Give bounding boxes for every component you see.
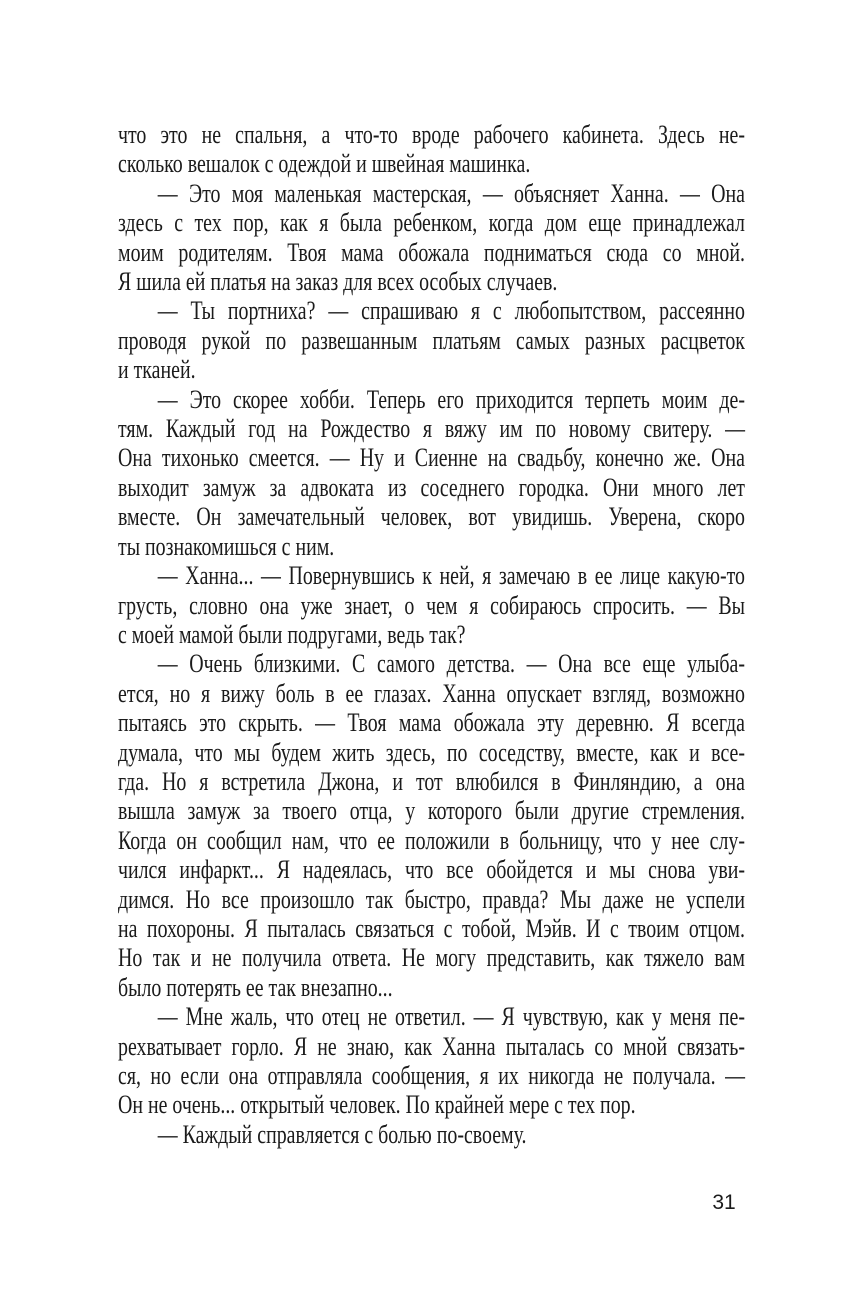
text-line: рехватывает горло. Я не знаю, как Ханна пыталась со мной связать- [118,1031,745,1061]
text-line: — Ханна... — Повернувшись к ней, я замечаю в ее лице какую-то [157,561,745,591]
text-block [118,120,745,1149]
paragraph [118,1002,745,1120]
text-line: — Мне жаль, что отец не ответил. — Я чувствую, как у меня пе- [157,1002,745,1032]
paragraph [118,385,745,561]
text-line: моим родителям. Твоя мама обожала подниматься сюда со мной. [118,237,745,267]
page-number: 31 [712,1191,736,1214]
paragraph [118,1120,745,1149]
paragraph [118,561,745,649]
text-line: выходит замуж за адвоката из соседнего городка. Они много лет [118,472,745,502]
text-line: проводя рукой по развешанным платьям самых разных расцветок [118,325,745,355]
text-line: — Ты портниха? — спрашиваю я с любопытством, рассеянно [157,296,745,326]
paragraph [118,296,745,384]
text-line: ты познакомишься с ним. [118,531,335,561]
text-line: Я шила ей платья на заказ для всех особых случаев. [118,267,558,297]
text-line: вместе. Он замечательный человек, вот увидишь. Уверена, скоро [118,502,745,532]
text-line: гда. Но я встретила Джона, и тот влюбился в Финляндию, а она [118,766,745,796]
text-line: на похороны. Я пыталась связаться с тобой, Мэйв. И с твоим отцом. [118,913,745,943]
text-line: грусть, словно она уже знает, о чем я собираюсь спросить. — Вы [118,590,745,620]
text-line: думала, что мы будем жить здесь, по соседству, вместе, как и все- [118,737,745,767]
text-line: тям. Каждый год на Рождество я вяжу им по новому свитеру. — [118,414,745,444]
text-line: Он не очень... открытый человек. По крайней мере с тех пор. [118,1090,636,1120]
text-line: димся. Но все произошло так быстро, правда? Мы даже не успели [118,884,745,914]
text-line: — Это моя маленькая мастерская, — объясняет Ханна. — Она [157,178,745,208]
text-line: сколько вешалок с одеждой и швейная машинка. [118,149,531,179]
text-line: было потерять ее так внезапно... [118,972,393,1002]
paragraph [118,179,745,297]
text-line: — Очень близкими. С самого детства. — Она все еще улыба- [157,649,745,679]
text-line: что это не спальня, а что-то вроде рабочего кабинета. Здесь не- [118,120,745,149]
text-line: ся, но если она отправляла сообщения, я их никогда не получала. — [118,1061,745,1090]
text-line: и тканей. [118,355,196,385]
text-line: с моей мамой были подругами, ведь так? [118,619,466,649]
text-line: Она тихонько смеется. — Ну и Сиенне на свадьбу, конечно же. Она [118,443,745,473]
text-line: пытаясь это скрыть. — Твоя мама обожала эту деревню. Я всегда [118,708,745,738]
text-line: — Каждый справляется с болью по-своему. [157,1119,527,1149]
paragraph [118,649,745,1002]
text-line: вышла замуж за твоего отца, у которого были другие стремления. [118,796,745,826]
text-line: чился инфаркт... Я надеялась, что все обойдется и мы снова уви- [118,855,745,885]
text-line: здесь с тех пор, как я была ребенком, когда дом еще принадлежал [118,208,745,238]
text-line: — Это скорее хобби. Теперь его приходится терпеть моим де- [157,384,745,414]
text-line: Но так и не получила ответа. Не могу представить, как тяжело вам [118,943,745,973]
paragraph [118,120,745,179]
text-line: Когда он сообщил нам, что ее положили в больницу, что у нее слу- [118,825,745,855]
text-line: ется, но я вижу боль в ее глазах. Ханна опускает взгляд, возможно [118,678,745,708]
